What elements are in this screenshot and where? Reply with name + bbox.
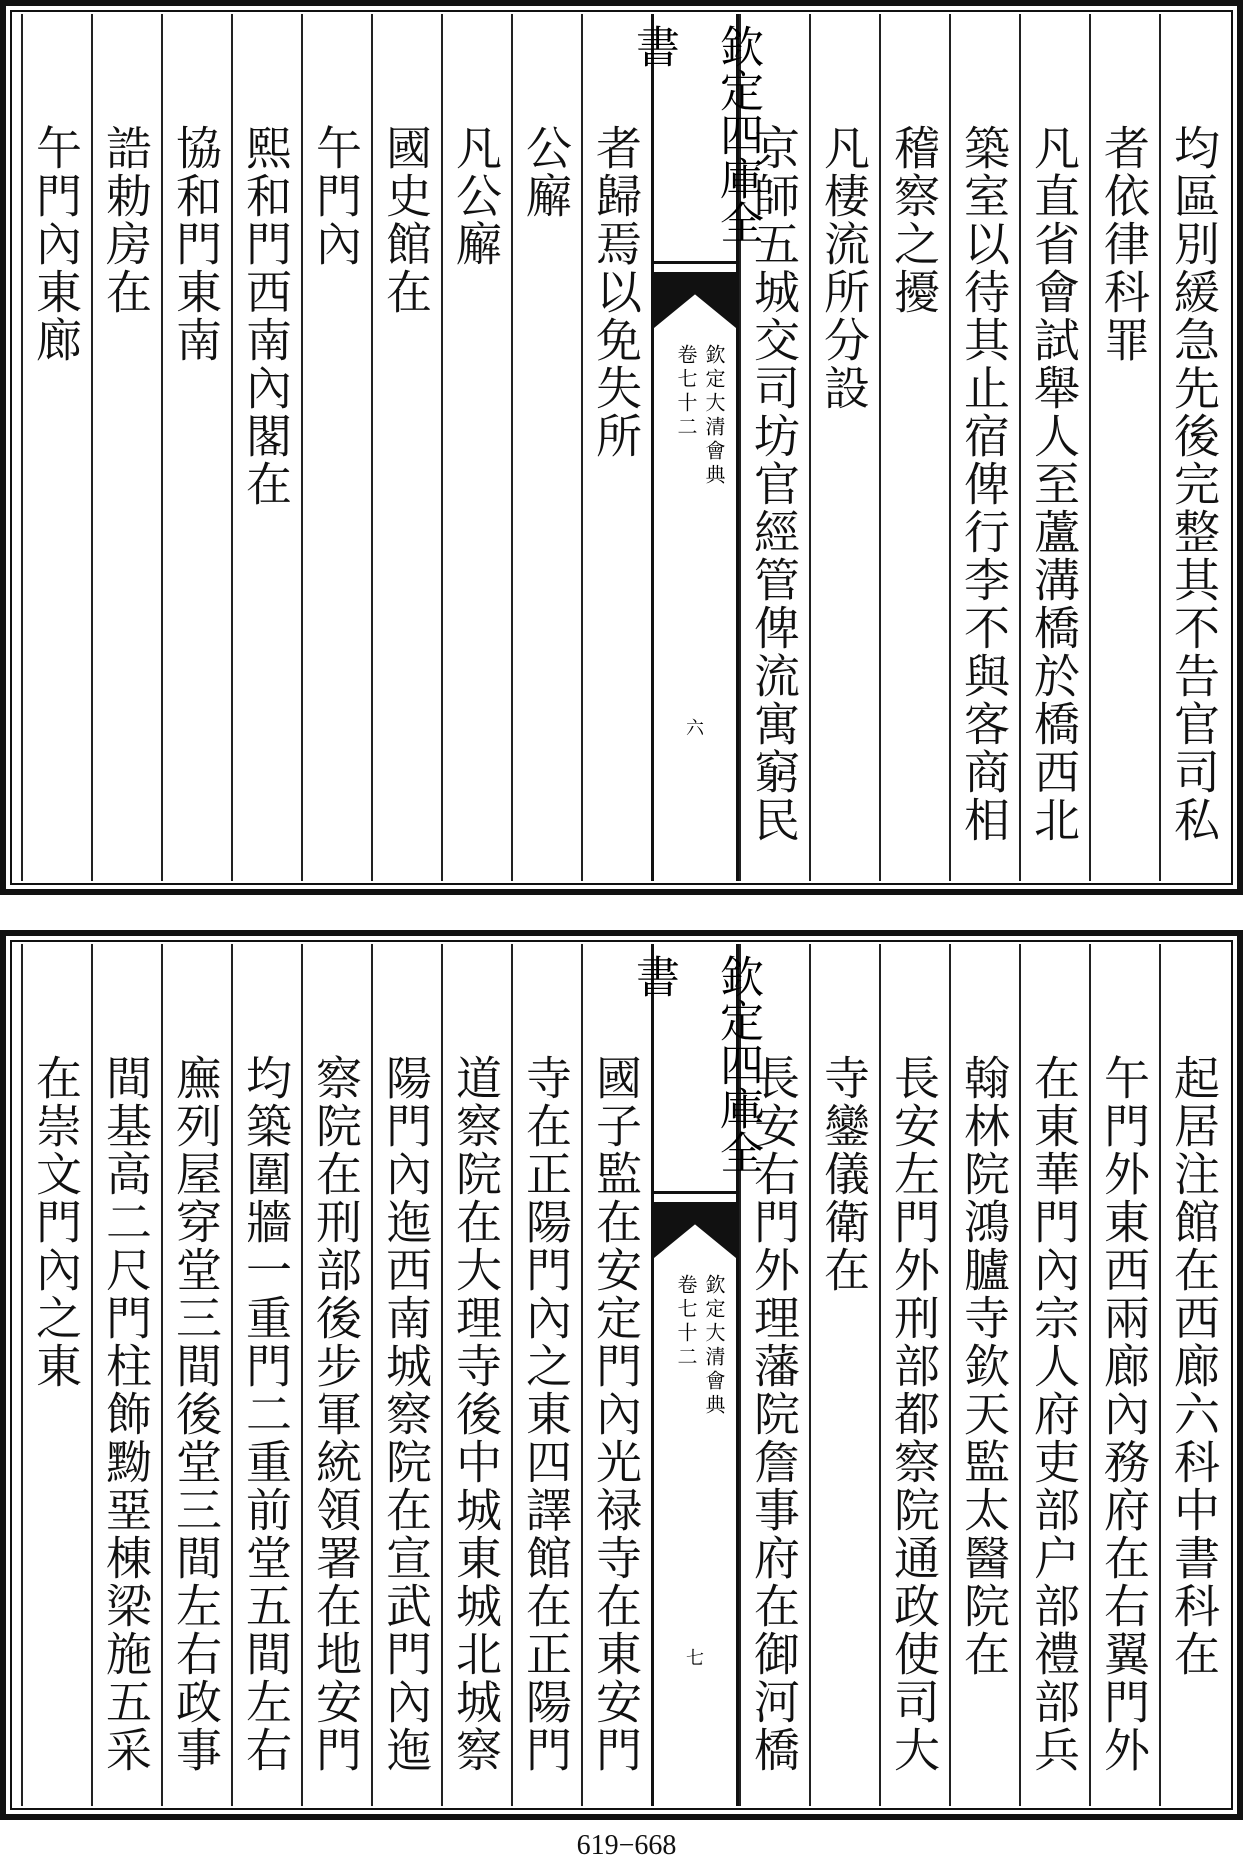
text-column: 道察院在大理寺後中城東城北城察 xyxy=(441,944,511,1806)
text-column: 在崇文門內之東 xyxy=(21,944,91,1806)
text-column: 均區別緩急先後完整其不告官司私 xyxy=(1159,14,1229,881)
center-fold xyxy=(628,944,763,1806)
fish-tail-mark xyxy=(654,272,736,328)
fold-volume: 卷七十二 xyxy=(674,344,698,440)
fold-subtitle xyxy=(674,1274,726,1418)
text-column: 熙和門西南內閣在 xyxy=(231,14,301,881)
text-column: 凡棲流所分設 xyxy=(809,14,879,881)
fold-volume: 卷七十二 xyxy=(674,1274,698,1370)
text-column: 稽察之擾 xyxy=(879,14,949,881)
text-column: 間基高二尺門柱飾黝堊棟梁施五采 xyxy=(91,944,161,1806)
fold-title: 欽定四庫全書 xyxy=(654,944,736,1194)
text-column: 寺鑾儀衛在 xyxy=(809,944,879,1806)
fold-page-number: 七 xyxy=(686,1648,704,1669)
text-column: 築室以待其止宿俾行李不與客商相 xyxy=(949,14,1019,881)
text-column: 者依律科罪 xyxy=(1089,14,1159,881)
text-column: 均築圍牆一重門二重前堂五間左右 xyxy=(231,944,301,1806)
text-column: 午門內東廊 xyxy=(21,14,91,881)
text-column: 凡公廨 xyxy=(441,14,511,881)
text-column: 陽門內迤西南城察院在宣武門內迤 xyxy=(371,944,441,1806)
text-column: 者歸焉以免失所 xyxy=(581,14,651,881)
fish-tail-mark xyxy=(654,1202,736,1258)
fold-book-name: 欽定大清會典 xyxy=(702,1274,726,1418)
text-column: 國子監在安定門內光禄寺在東安門 xyxy=(581,944,651,1806)
text-column: 誥勅房在 xyxy=(91,14,161,881)
fold-book-name: 欽定大清會典 xyxy=(702,344,726,488)
bottom-page xyxy=(0,930,1243,1820)
text-column: 廡列屋穿堂三間後堂三間左右政事 xyxy=(161,944,231,1806)
text-column: 寺在正陽門內之東四譯館在正陽門 xyxy=(511,944,581,1806)
top-page xyxy=(0,0,1243,895)
text-column: 翰林院鴻臚寺欽天監太醫院在 xyxy=(949,944,1019,1806)
text-column: 察院在刑部後步軍統領署在地安門 xyxy=(301,944,371,1806)
text-column: 協和門東南 xyxy=(161,14,231,881)
top-columns xyxy=(14,14,1229,881)
text-column: 在東華門內宗人府吏部户部禮部兵 xyxy=(1019,944,1089,1806)
text-column: 國史館在 xyxy=(371,14,441,881)
text-column: 凡直省會試舉人至蘆溝橋於橋西北 xyxy=(1019,14,1089,881)
center-fold xyxy=(628,14,763,881)
fold-subtitle xyxy=(674,344,726,488)
text-column: 長安右門外理藩院詹事府在御河橋 xyxy=(739,944,809,1806)
text-column: 京師五城交司坊官經管俾流寓窮民 xyxy=(739,14,809,881)
text-column: 午門外東西兩廊內務府在右翼門外 xyxy=(1089,944,1159,1806)
text-column: 公廨 xyxy=(511,14,581,881)
bottom-columns xyxy=(14,944,1229,1806)
text-column: 起居注館在西廊六科中書科在 xyxy=(1159,944,1229,1806)
text-column: 午門內 xyxy=(301,14,371,881)
text-column: 長安左門外刑部都察院通政使司大 xyxy=(879,944,949,1806)
fold-title: 欽定四庫全書 xyxy=(654,14,736,264)
fold-page-number: 六 xyxy=(686,718,704,739)
page-footer-number: 619−668 xyxy=(576,1830,677,1861)
